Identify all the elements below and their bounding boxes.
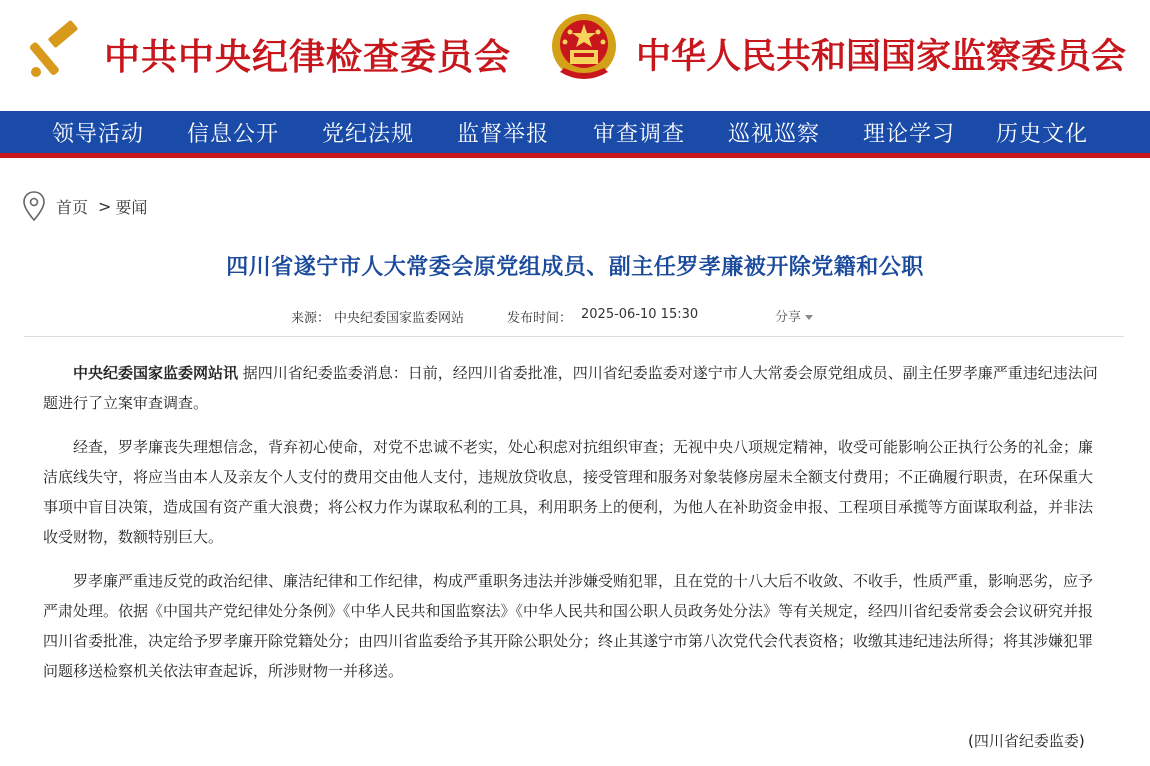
paragraph-1-text: 据四川省纪委监委消息：日前，经四川省委批准，四川省纪委监委对遂宁市人大常委会原党组成员、副主任罗孝廉严重违纪违法问题进行了立案审查调查。 xyxy=(43,364,1098,412)
publish-time-value: 2025-06-10 15:30 xyxy=(581,307,699,322)
paragraph-lead: 中央纪委国家监委网站讯 xyxy=(73,364,239,382)
article-signature: (四川省纪委监委) xyxy=(968,732,1085,750)
site-title-left: 中共中央纪律检查委员会 xyxy=(104,36,512,78)
nav-item-history[interactable]: 历史文化 xyxy=(996,122,1089,147)
nav-item-inspection[interactable]: 巡视巡察 xyxy=(728,122,821,147)
meta-divider xyxy=(24,336,1124,337)
source-label: 来源： xyxy=(291,311,331,326)
chevron-down-icon xyxy=(805,315,813,320)
nav-item-report[interactable]: 监督举报 xyxy=(457,122,550,147)
location-pin-icon xyxy=(22,190,46,222)
paragraph-2: 经查，罗孝廉丧失理想信念，背弃初心使命，对党不忠诚不老实，处心积虑对抗组织审查；无视中央八项规定精神，收受可能影响公正执行公务的礼金；廉洁底线失守，将应当由本人及亲友个人支付的费用交由他人支付，违规放贷收息，接受管理和服务对象装修房屋未全额支付费用；不正确履行职责，在环保重大事项中盲目决策，造成国有资产重大浪费；将公权力作为谋取私利的工具，利用职务上的便利，为他人在补助资金申报、工程项目承揽等方面谋取利益，并非法收受财物，数额特别巨大。 xyxy=(43,438,1094,546)
hammer-sickle-emblem-icon xyxy=(26,14,90,80)
source-value: 中央纪委国家监委网站 xyxy=(334,311,465,326)
site-header xyxy=(0,0,1150,111)
paragraph-1 xyxy=(43,358,1103,418)
share-button[interactable] xyxy=(775,306,813,325)
nav-accent-stripe xyxy=(0,153,1150,158)
share-label: 分享 xyxy=(775,310,802,325)
breadcrumb xyxy=(22,190,147,222)
site-title-right: 中华人民共和国国家监察委员会 xyxy=(636,36,1127,77)
paragraph-3: 罗孝廉严重违反党的政治纪律、廉洁纪律和工作纪律，构成严重职务违法并涉嫌受贿犯罪，且在党的十八大后不收敛、不收手，性质严重，影响恶劣，应予严肃处理。依据《中国共产党纪律处分条例》《中华人民共和国监察法》《中华人民共和国公职人员政务处分法》等有关规定，经四川省纪委常委会会议研究并报四川省委批准，决定给予罗孝廉开除党籍处分；由四川省监委给予其开除公职处分；终止其遂宁市第八次党代会代表资格；收缴其违纪违法所得；将其涉嫌犯罪问题移送检察机关依法审查起诉，所涉财物一并移送。 xyxy=(43,572,1094,680)
breadcrumb-separator: > xyxy=(98,196,112,216)
nav-item-investigation[interactable]: 审查调查 xyxy=(593,122,686,147)
nav-item-theory[interactable]: 理论学习 xyxy=(863,122,956,147)
nav-item-leadership[interactable]: 领导活动 xyxy=(52,122,145,147)
breadcrumb-current[interactable]: 要闻 xyxy=(115,197,148,217)
main-nav xyxy=(0,111,1150,153)
publish-time-label: 发布时间： xyxy=(507,311,573,326)
article-title: 四川省遂宁市人大常委会原党组成员、副主任罗孝廉被开除党籍和公职 xyxy=(226,255,924,280)
article-body xyxy=(43,358,1103,700)
nav-item-info[interactable]: 信息公开 xyxy=(187,122,280,147)
breadcrumb-home-link[interactable]: 首页 xyxy=(56,197,89,217)
nav-item-regulations[interactable]: 党纪法规 xyxy=(322,122,415,147)
national-emblem-icon xyxy=(550,12,618,84)
